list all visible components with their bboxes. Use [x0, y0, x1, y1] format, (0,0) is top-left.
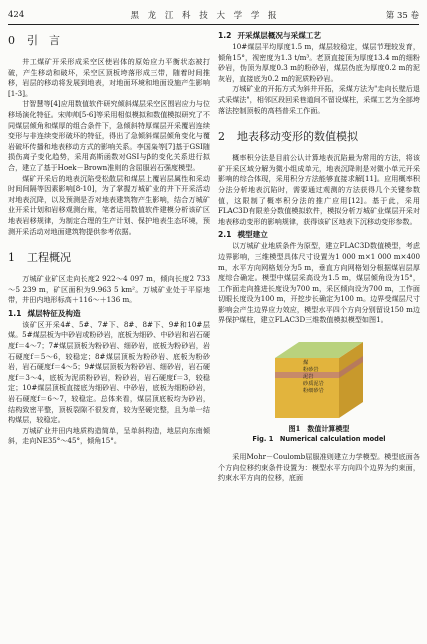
paragraph: 井工煤矿开采形成采空区使岩体的原始应力平衡状态被打破，产生移动和破坏，采空区顶板垮落形成三带，随着时间推移，岩层的移动将发展到地表，对地面环境和地面设施产生影响[1-3]。 [8, 57, 210, 98]
legend-item: 粉细砂岩 [303, 388, 324, 395]
volume-label: 第 35 卷 [385, 11, 419, 21]
paragraph: 万城矿业井田内地质构造简单，呈单斜构造，地层向东南倾斜，走向NE35°～45°，倾角15°。 [8, 425, 210, 446]
right-column [218, 30, 420, 484]
section-number: 1 [8, 251, 15, 265]
legend-item: 粉砂岩 [303, 367, 319, 374]
subsection-heading [218, 30, 420, 41]
subsection-heading [8, 308, 210, 319]
subsection-title: 开采煤层概况与采煤工艺 [237, 31, 321, 40]
subsection-title: 模型建立 [237, 230, 268, 240]
section-number: 0 [8, 34, 15, 47]
legend-item: 泥岩 [303, 374, 314, 381]
section-number: 2 [218, 130, 225, 144]
subsection-number: 1.2 [218, 31, 232, 40]
paragraph: 万城矿业矿区走向长度2 922～4 097 m，倾向长度2 733～5 239 m，矿区面积为9.963 5 km²。万城矿业处于平原地带，井田内地形标高＋116～＋136 m。 [8, 274, 210, 305]
running-header [8, 6, 419, 24]
figure-numerical-model [259, 332, 379, 424]
paragraph: 概率积分法是目前公认计算地表沉陷最为常用的方法，将该矿开采区域分解为微小组成单元，地表沉降则是对微小单元开采影响的综合体现，采用积分方法能够直接求解[11]。应用概率积分法分析地表沉陷时，需要通过观测的方法获得几个关键参数值，这限制了概率积分法的推广应用[12]。基于此，采用FLAC3D有限差分数值模拟软件，模拟分析万城矿业煤层开采对地表移动变形的影响规律，获得该矿区地表下沉移动变形参数。 [218, 153, 420, 226]
section-heading-introduction [8, 34, 210, 48]
section-heading-simulation [218, 130, 420, 144]
figure-legend [303, 360, 324, 395]
paragraph: 甘智慧等[4]应用数值软件研究倾斜煤层采空区围岩应力与位移场演化特征。宋帅帅[5-6]等采用相似模拟和数值模拟研究了不同煤层倾角和煤厚的组合条件下，急倾斜特厚煤层开采覆岩连续变形与非连续变形破坏的特征，得出了急倾斜煤层倾角变化与覆岩破坏传播和地表移动方式的影响关系。李国枭等[7]基于GSI随损伤离子变化趋势，采用高斯函数对GSI与β的变化关系进行拟合，建立了基于Hoek－Brown准则的含屈服岩石强度模型。 [8, 99, 210, 172]
subsection-title: 煤层特征及构造 [27, 308, 81, 318]
left-column [8, 30, 210, 447]
figure-caption-en: Fig. 1 Numerical calculation model [252, 435, 386, 444]
paragraph: 该矿区开采4#、5#、7#下、8#、8#下、9#和10#层煤。5#煤层板为中砂岩或粉砂岩，底板为细砂、中砂岩和岩石硬度f＝4～7；7#煤层顶板为粉砂岩、细砂岩，底板为粉砂岩，岩石硬度f＝5～6，较稳定；8#煤层顶板为粉砂岩、底板为粉砂岩，岩石硬度f＝4～5；9#煤层顶板为粉砂岩、细砂岩，岩石硬度f＝3～4，底板为泥质粉砂岩，粉砂岩，岩石硬度f＝3，较稳定；10#煤层顶板直接底为细砂岩、中砂岩，底板为细粉砂岩，岩石硬度f＝6～7，较稳定。总体来看，煤层顶底板均为砂岩，结构致密平整，顶板裂隙不很发育，较为坚硬完整，且为单一结构煤层，较稳定。 [8, 319, 210, 425]
paragraph: 以万城矿业地质条件为原型，建立FLAC3D数值模型，考虑边界影响，三维模型具体尺寸设置为1 000 m×1 000 m×400 m，水平方向网格划分为5 m，垂直方向网格划分根据煤岩层厚度综合确定。模型中煤层采高设为1.5 m，煤层倾角设为15°，工作面走向推进长度设为700 m，采区倾向设为700 m，工作面切眼长度设为100 m，开挖步长确定为100 m。边界受煤层尺寸影响会产生边界应力效应，模型水平四个方向分别留设150 m边界保护煤柱，建立FLAC3D三维数值模拟模型如图1。 [218, 241, 420, 325]
subsection-heading [218, 229, 420, 240]
subsection-number: 2.1 [218, 230, 232, 240]
figure-caption-cn: 图1 数值计算模型 [288, 424, 350, 434]
section-title: 地表移动变形的数值模拟 [237, 130, 358, 144]
paragraph: 万城矿业的开拓方式为斜井开拓，采煤方法为"走向长壁后退式采煤法"，相邻区段回采巷道间不留设煤柱，采煤工艺为全部垮落法控制顶板的高档普采工作面。 [218, 84, 420, 115]
section-heading-engineering [8, 251, 210, 265]
paragraph: 采用Mohr－Coulomb屈服准则建立力学模型。模型底面各个方向位移约束条件设置为：模型水平方向四个边界为约束面，约束水平方向的位移，底面 [218, 452, 420, 483]
subsection-number: 1.1 [8, 308, 22, 318]
header-rule [8, 24, 419, 25]
legend-item: 砂质泥岩 [303, 381, 324, 388]
section-title: 工程概况 [27, 251, 71, 265]
paragraph: 10#煤层平均厚度1.5 m，煤层较稳定，煤层节理较发育，倾角15°，视密度为1.3 t/m³。老顶直接顶为厚度13.4 m的细粉砂岩，伪顶为厚度0.3 m的粉砂岩，煤层伪底为厚度0.2 m的泥灰岩，直接底为0.2 m的泥质粉砂岩。 [218, 42, 420, 83]
paragraph: 煤矿开采后的地表沉陷受松散层和煤层上覆岩层属性和采动时间间隔等因素影响[8-10]，为了掌握万城矿业的井下开采活动对地表沉降，以及预测是否对地表建筑物产生影响，结合万城矿业开采计划和岩移观测台账，笔者运用数值软件建模分析该矿区地表岩移规律，为制定合理的生产计划、保护地表生态环境，预测开采活动对地面建筑物提供参考依据。 [8, 173, 210, 236]
section-title: 引 言 [27, 34, 60, 47]
page-number: 424 [8, 10, 25, 20]
journal-title: 黑 龙 江 科 技 大 学 学 报 [130, 11, 280, 21]
legend-item: 煤 [303, 360, 309, 367]
